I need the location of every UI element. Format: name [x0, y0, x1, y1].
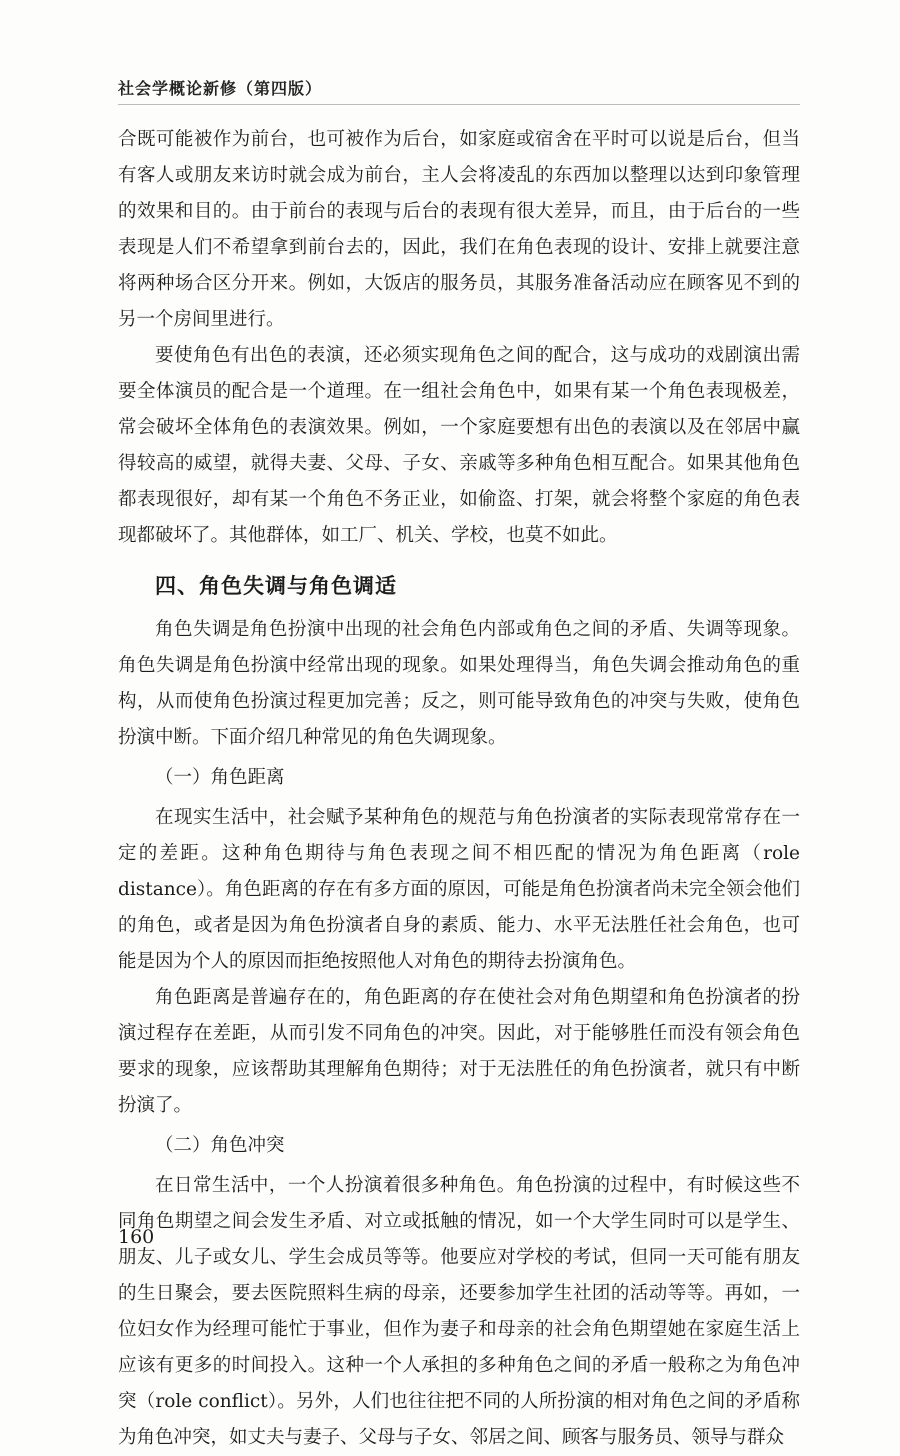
page-body — [118, 122, 800, 1456]
section-heading: 四、角色失调与角色调适 — [155, 574, 397, 598]
paragraph: 在现实生活中，社会赋予某种角色的规范与角色扮演者的实际表现常常存在一定的差距。这种角色期待与角色表现之间不相匹配的情况为角色距离（role distance）。角色距离的存在有多方面的原因，可能是角色扮演者尚未完全领会他们的角色，或者是因为角色扮演者自身的素质、能力、水平无法胜任社会角色，也可能是因为个人的原因而拒绝按照他人对角色的期待去扮演角色。 — [118, 807, 800, 972]
section-intro-paragraph: 角色失调是角色扮演中出现的社会角色内部或角色之间的矛盾、失调等现象。角色失调是角色扮演中经常出现的现象。如果处理得当，角色失调会推动角色的重构，从而使角色扮演过程更加完善；反之，则可能导致角色的冲突与失败，使角色扮演中断。下面介绍几种常见的角色失调现象。 — [118, 619, 800, 748]
paragraph: 要使角色有出色的表演，还必须实现角色之间的配合，这与成功的戏剧演出需要全体演员的配合是一个道理。在一组社会角色中，如果有某一个角色表现极差，常会破坏全体角色的表演效果。例如，一个家庭要想有出色的表演以及在邻居中赢得较高的威望，就得夫妻、父母、子女、亲戚等多种角色相互配合。如果其他角色都表现很好，却有某一个角色不务正业，如偷盗、打架，就会将整个家庭的角色表现都破坏了。其他群体，如工厂、机关、学校，也莫不如此。 — [118, 345, 800, 546]
subsection-heading-role-distance: （一）角色距离 — [155, 767, 285, 788]
paragraph-continued: 合既可能被作为前台，也可被作为后台，如家庭或宿舍在平时可以说是后台，但当有客人或朋友来访时就会成为前台，主人会将凌乱的东西加以整理以达到印象管理的效果和目的。由于前台的表现与后台的表现有很大差异，而且，由于后台的一些表现是人们不希望拿到前台去的，因此，我们在角色表现的设计、安排上就要注意将两种场合区分开来。例如，大饭店的服务员，其服务准备活动应在顾客见不到的另一个房间里进行。 — [118, 129, 800, 330]
subsection-heading-role-conflict: （二）角色冲突 — [155, 1135, 285, 1156]
header-divider — [118, 104, 800, 105]
paragraph: 角色距离是普遍存在的，角色距离的存在使社会对角色期望和角色扮演者的扮演过程存在差距，从而引发不同角色的冲突。因此，对于能够胜任而没有领会角色要求的现象，应该帮助其理解角色期待；对于无法胜任的角色扮演者，就只有中断扮演了。 — [118, 987, 800, 1116]
paragraph: 在日常生活中，一个人扮演着很多种角色。角色扮演的过程中，有时候这些不同角色期望之间会发生矛盾、对立或抵触的情况，如一个大学生同时可以是学生、朋友、儿子或女儿、学生会成员等等。他要应对学校的考试，但同一天可能有朋友的生日聚会，要去医院照料生病的母亲，还要参加学生社团的活动等等。再如，一位妇女作为经理可能忙于事业，但作为妻子和母亲的社会角色期望她在家庭生活上应该有更多的时间投入。这种一个人承担的多种角色之间的矛盾一般称之为角色冲突（role conflict）。另外，人们也往往把不同的人所扮演的相对角色之间的矛盾称为角色冲突，如丈夫与妻子、父母与子女、邻居之间、顾客与服务员、领导与群众 — [118, 1175, 800, 1448]
running-head-title: 社会学概论新修（第四版） — [118, 79, 323, 98]
page-number: 160 — [118, 1226, 155, 1248]
